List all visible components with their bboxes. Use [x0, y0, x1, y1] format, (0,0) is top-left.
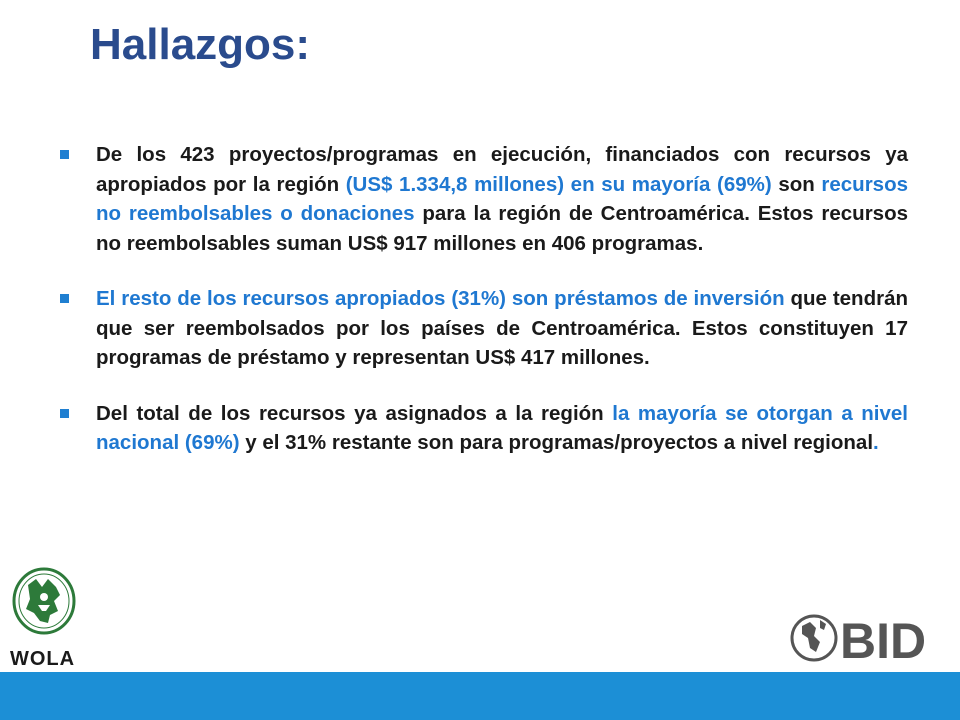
bullet-1-part-4: recursos no reembolsables o donaciones — [96, 172, 908, 225]
bullet-3-part-1: Del total de los recursos ya asignados a la región — [96, 401, 613, 425]
bullet-3-part-2: la mayoría se otorgan a nivel nacional (69%) — [96, 401, 909, 454]
bullet-1-part-5: para la región de Centroamérica. Estos recursos no reembolsables suman US$ 917 millones en 406 programas. — [96, 202, 908, 255]
bid-wordmark: BID — [840, 613, 927, 668]
square-bullet-icon — [60, 150, 69, 159]
bullet-text — [96, 143, 908, 255]
bullet-list — [58, 140, 908, 484]
bullet-3-part-4: . — [873, 431, 879, 454]
bullet-2-part-1: El resto de los recursos apropiados (31%) son préstamos de inversión — [96, 287, 785, 310]
bid-logo — [790, 608, 940, 668]
bullet-item-3 — [58, 399, 908, 458]
bullet-item-1 — [58, 140, 908, 258]
bullet-item-2 — [58, 284, 908, 373]
bullet-text — [96, 402, 908, 455]
bullet-text — [96, 287, 908, 369]
square-bullet-icon — [60, 294, 69, 303]
wola-wordmark: WOLA — [10, 648, 76, 670]
bullet-3-part-3: y el 31% restante son para programas/proyectos a nivel regional — [239, 431, 874, 454]
bullet-2-part-2: que tendrán que ser reembolsados por los países de Centroamérica. Estos constituyen 17 programas de préstamo y representan US$ 417 millones. — [96, 287, 908, 369]
bullet-1-part-1: De los 423 proyectos/programas en ejecución, financiados con recursos ya apropiados por la región — [96, 143, 908, 196]
bottom-color-bar — [0, 672, 960, 720]
bullet-1-part-3: son — [771, 172, 822, 196]
bullet-1-part-2: (US$ 1.334,8 millones) en su mayoría (69%) — [345, 172, 772, 196]
square-bullet-icon — [60, 409, 69, 418]
slide-title: Hallazgos: — [90, 20, 311, 69]
